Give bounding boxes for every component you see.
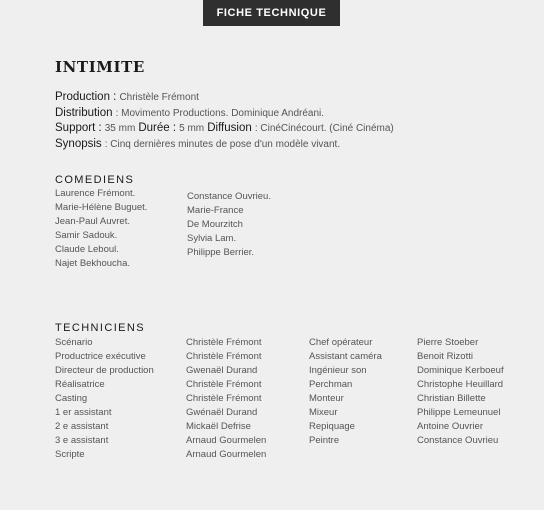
list-item: Samir Sadouk. — [55, 230, 118, 241]
list-item: Réalisatrice — [55, 379, 105, 390]
list-item: Laurence Frémont. — [55, 188, 136, 199]
list-item: Assistant caméra — [309, 351, 382, 362]
support-line — [55, 121, 394, 137]
list-item: Pierre Stoeber — [417, 337, 479, 348]
list-item: 1 er assistant — [55, 407, 112, 418]
list-item: Marie-Hélène Buguet. — [55, 202, 148, 213]
list-item: Christèle Frémont — [186, 379, 262, 390]
list-item: Najet Bekhoucha. — [55, 258, 130, 269]
fiche-technique-tab[interactable]: FICHE TECHNIQUE — [203, 0, 340, 26]
film-title: INTIMITE — [55, 58, 145, 76]
synopsis-label: Synopsis — [55, 137, 102, 150]
techniciens-roles-col-2 — [309, 336, 382, 448]
distribution-value: : Movimento Productions. Dominique Andréani. — [115, 107, 325, 119]
production-label: Production : — [55, 91, 117, 103]
list-item: Constance Ouvrieu — [417, 435, 499, 446]
list-item: Dominique Kerboeuf — [417, 365, 504, 376]
list-item: Peintre — [309, 435, 340, 446]
diffusion-value: : CinéCinécourt. (Ciné Cinéma) — [254, 123, 394, 134]
list-item: Benoit Rizotti — [417, 351, 473, 362]
list-item: Directeur de production — [55, 365, 154, 376]
film-info — [55, 90, 394, 152]
comediens-col-2 — [187, 190, 271, 260]
list-item: 2 e assistant — [55, 421, 109, 432]
list-item: De Mourzitch — [187, 219, 243, 230]
duree-label: Durée : — [138, 122, 177, 134]
distribution-line — [55, 106, 394, 122]
support-label: Support : — [55, 122, 102, 134]
list-item: Sylvia Lam. — [187, 233, 237, 244]
comediens-heading: COMEDIENS — [55, 174, 135, 186]
list-item: Ingénieur son — [309, 365, 367, 376]
list-item: Jean-Paul Auvret. — [55, 216, 130, 227]
production-line — [55, 90, 394, 106]
list-item: Arnaud Gourmelen — [186, 449, 267, 460]
list-item: Antoine Ouvrier — [417, 421, 484, 432]
list-item: Marie-France — [187, 205, 244, 216]
list-item: Gwénaël Durand — [186, 407, 258, 418]
list-item: Mickaël Defrise — [186, 421, 251, 432]
list-item: Scénario — [55, 337, 93, 348]
list-item: Perchman — [309, 379, 353, 390]
list-item: Scripte — [55, 449, 85, 460]
diffusion-label: Diffusion — [207, 122, 252, 134]
list-item: Chef opérateur — [309, 337, 373, 348]
list-item: Claude Leboul. — [55, 244, 119, 255]
list-item: Philippe Lemeunuel — [417, 407, 501, 418]
list-item: Christèle Frémont — [186, 337, 262, 348]
production-value: Christèle Frémont — [119, 92, 199, 103]
list-item: Christèle Frémont — [186, 351, 262, 362]
list-item: Gwenaël Durand — [186, 365, 258, 376]
support-value: 35 mm — [104, 123, 136, 134]
list-item: Christophe Heuillard — [417, 379, 504, 390]
distribution-label: Distribution — [55, 106, 113, 119]
techniciens-roles-col-1 — [55, 336, 154, 462]
techniciens-names-col-2 — [417, 336, 504, 448]
list-item: Christian Billette — [417, 393, 486, 404]
list-item: Constance Ouvrieu. — [187, 191, 271, 202]
list-item: Philippe Berrier. — [187, 247, 255, 258]
list-item: Arnaud Gourmelen — [186, 435, 267, 446]
list-item: Christèle Frémont — [186, 393, 262, 404]
list-item: 3 e assistant — [55, 435, 109, 446]
list-item: Productrice exécutive — [55, 351, 146, 362]
comediens-col-1 — [55, 187, 147, 271]
techniciens-names-col-1 — [186, 336, 266, 462]
list-item: Repiquage — [309, 421, 355, 432]
list-item: Casting — [55, 393, 88, 404]
list-item: Mixeur — [309, 407, 338, 418]
techniciens-heading: TECHNICIENS — [55, 322, 145, 334]
duree-value: 5 mm — [179, 123, 205, 134]
list-item: Monteur — [309, 393, 344, 404]
synopsis-value: : Cinq dernières minutes de pose d'un modèle vivant. — [104, 138, 341, 150]
synopsis-line — [55, 137, 394, 153]
